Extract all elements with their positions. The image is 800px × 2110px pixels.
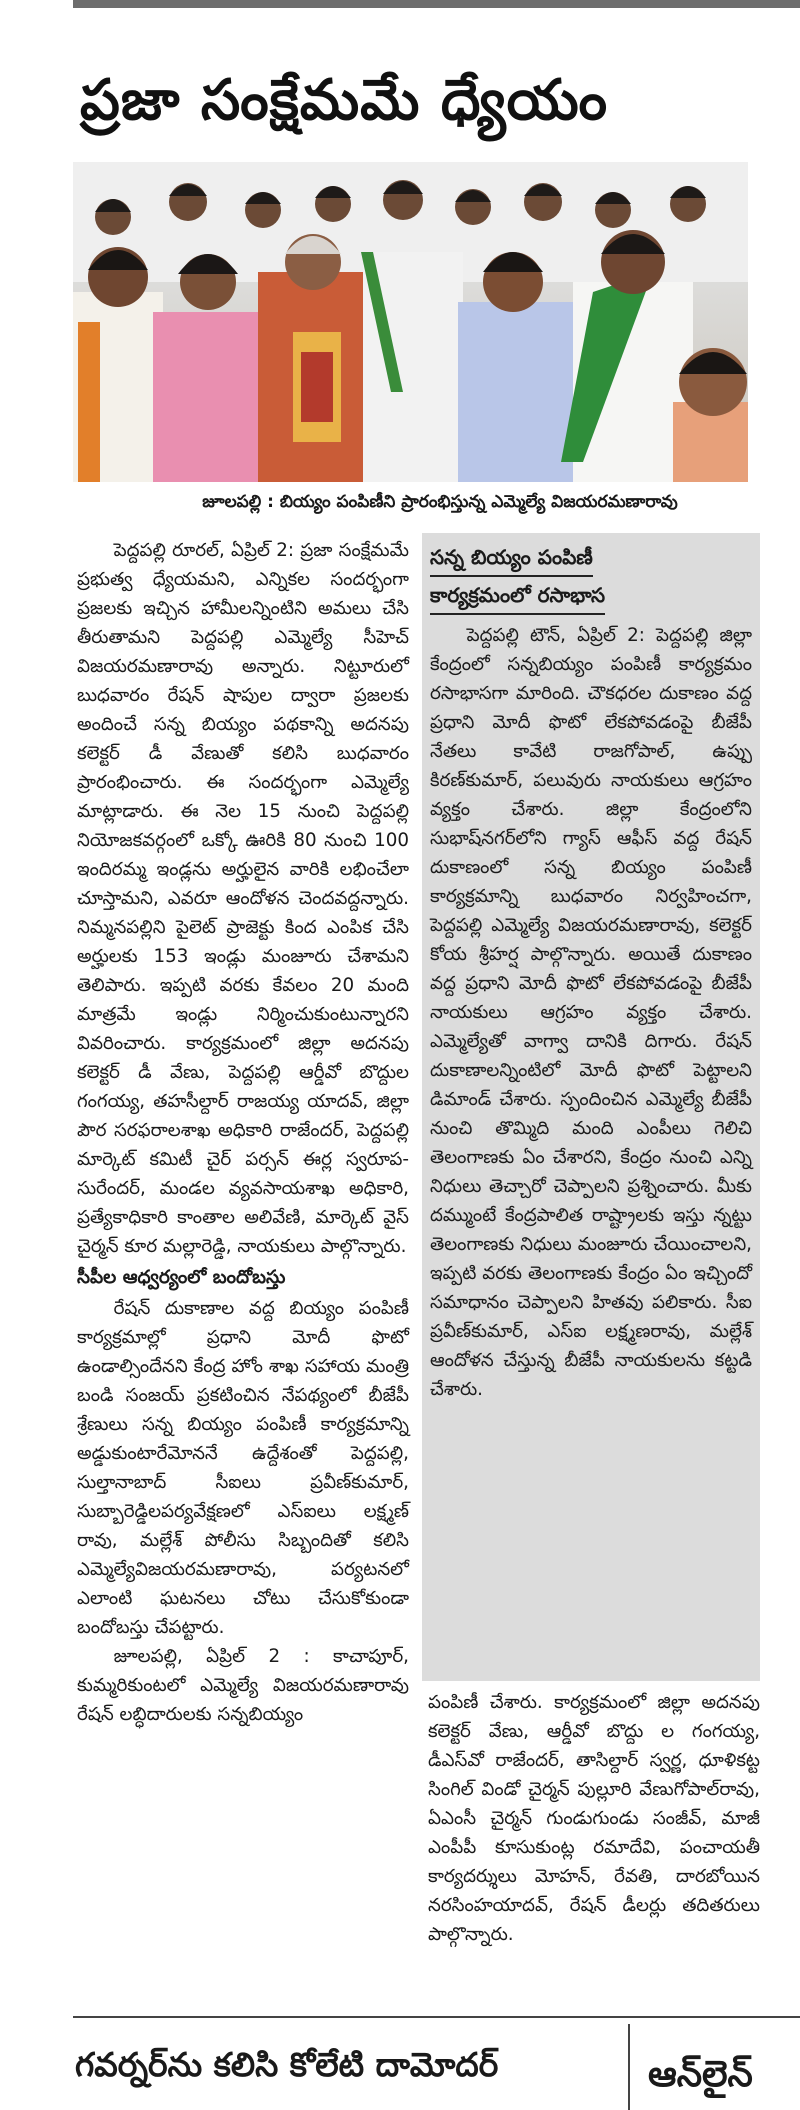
left-subheading: సీపీల ఆధ్వర్యంలో బందోబస్తు — [77, 1267, 286, 1288]
left-paragraph-2: రేషన్ దుకాణాల వద్ద బియ్యం పంపిణీ కార్యక్రమాల్లో ప్రధాని మోదీ ఫొటో ఉండాల్సిందేనని కేంద్ర హోం శాఖ సహాయ మంత్రి బండి సంజయ్ ప్రకటించిన నేపథ్యంలో బీజేపీ శ్రేణులు సన్న బియ్యం పంపిణీ కార్యక్రమాన్ని అడ్డుకుంటారేమోననే ఉద్దేశంతో పెద్దపల్లి, సుల్తానాబాద్ సీఐలు ప్రవీణ్‌కుమార్, సుబ్బారెడ్డిలపర్యవేక్షణలో ఎస్ఐలు లక్ష్మణ్ రావు, మల్లేశ్ పోలీసు సిబ్బందితో కలిసి ఎమ్మెల్యేవిజయరమణారావు, పర్యటనలో ఎలాంటి ఘటనలు చోటు చేసుకోకుండా బందోబస్తు చేపట్టారు. — [77, 1298, 409, 1638]
box-title-line-1: సన్న బియ్యం పంపిణీ — [430, 539, 593, 577]
bottom-headline: గవర్నర్‌ను కలిసి కోలేటి దామోదర్ — [75, 2045, 499, 2084]
top-rule — [73, 0, 800, 8]
bottom-rule — [73, 2016, 800, 2018]
photo-caption: జూలపల్లి : బియ్యం పంపిణీని ప్రారంభిస్తున్న ఎమ్మెల్యే విజయరమణారావు — [202, 492, 678, 512]
box-title — [430, 539, 752, 615]
box-title-line-2: కార్యక్రమంలో రసాభాస — [430, 577, 605, 615]
left-paragraph-1: పెద్దపల్లి రూరల్, ఏప్రిల్ 2: ప్రజా సంక్షేమమే ప్రభుత్వ ధ్యేయమని, ఎన్నికల సందర్భంగా ప్రజలకు ఇచ్చిన హామీలన్నింటిని అమలు చేసి తీరుతామని పెద్దపల్లి ఎమ్మెల్యే సీహెచ్ విజయరమణారావు అన్నారు. నిట్టూరులో బుధవారం రేషన్ షాపుల ద్వారా ప్రజలకు అందించే సన్న బియ్యం పథకాన్ని అదనపు కలెక్టర్ డీ వేణుతో కలిసి బుధవారం ప్రారంభించారు. ఈ సందర్భంగా ఎమ్మెల్యే మాట్లాడారు. ఈ నెల 15 నుంచి పెద్దపల్లి నియోజకవర్గంలో ఒక్కో ఊరికి 80 నుంచి 100 ఇందిరమ్మ ఇండ్లను అర్హులైన వారికి లభించేలా చూస్తామని, ఎవరూ ఆందోళన చెందవద్దన్నారు. నిమ్మనపల్లిని పైలెట్ ప్రాజెక్టు కింద ఎంపిక చేసి అర్హులకు 153 ఇండ్లు మంజూరు చేశామని తెలిపారు. ఇప్పటి వరకు కేవలం 20 మంది మాత్రమే ఇండ్లు నిర్మించుకుంటున్నారని వివరించారు. కార్యక్రమంలో జిల్లా అదనపు కలెక్టర్ డీ వేణు, పెద్దపల్లి ఆర్డీవో బొద్దుల గంగయ్య, తహసీల్దార్ రాజయ్య యాదవ్, జిల్లా పౌర సరఫరాలశాఖ అధికారి రాజేందర్, పెద్దపల్లి మార్కెట్ కమిటీ చైర్ పర్సన్ ఈర్ల స్వరూప-సురేందర్, మండల వ్యవసాయశాఖ అధికారి, ప్రత్యేకాధికారి కాంతాల అలివేణి, మార్కెట్ వైస్ చైర్మన్ కూర మల్లారెడ్డి, నాయకులు పాల్గొన్నారు. — [77, 540, 409, 1257]
left-column — [77, 536, 409, 1729]
box-paragraph: పెద్దపల్లి టౌన్, ఏప్రిల్ 2: పెద్దపల్లి జిల్లా కేంద్రంలో సన్నబియ్యం పంపిణీ కార్యక్రమం రసాభాసగా మారింది. చౌకధరల దుకాణం వద్ద ప్రధాని మోదీ ఫొటో లేకపోవడంపై బీజేపీ నేతలు కావేటి రాజగోపాల్, ఉప్పు కిరణ్‌కుమార్, పలువురు నాయకులు ఆగ్రహం వ్యక్తం చేశారు. జిల్లా కేంద్రంలోని సుభాష్‌నగర్‌లోని గ్యాస్ ఆఫీస్ వద్ద రేషన్ దుకాణంలో సన్న బియ్యం పంపిణీ కార్యక్రమాన్ని బుధవారం నిర్వహించగా, పెద్దపల్లి ఎమ్మెల్యే విజయరమణారావు, కలెక్టర్ కోయ శ్రీహర్ష పాల్గొన్నారు. అయితే దుకాణం వద్ద ప్రధాని మోదీ ఫొటో లేకపోవడంపై బీజేపీ నాయకులు ఆగ్రహం వ్యక్తం చేశారు. ఎమ్మెల్యేతో వాగ్వా దానికి దిగారు. రేషన్ దుకాణాలన్నింటిలో మోదీ ఫొటో పెట్టాలని డిమాండ్ చేశారు. స్పందించిన ఎమ్మెల్యే బీజేపీ నుంచి తొమ్మిది మంది ఎంపీలు గెలిచి తెలంగాణకు ఏం చేశారని, కేంద్రం నుంచి ఎన్ని నిధులు తెచ్చారో చెప్పాలని ప్రశ్నించారు. మీకు దమ్ముంటే కేంద్రపాలిత రాష్ట్రాలకు ఇస్తు న్నట్టు తెలంగాణకు నిధులు మంజూరు చేయించాలని, ఇప్పటి వరకు తెలంగాణకు కేంద్రం ఏం ఇచ్చిందో సమాధానం చెప్పాలని హితవు పలికారు. సీఐ ప్రవీణ్‌కుమార్, ఎస్ఐ లక్ష్మణరావు, మల్లేశ్ ఆందోళన చేస్తున్న బీజేపీ నాయకులను కట్టడి చేశారు. — [430, 625, 752, 1400]
right-continuation-text: పంపిణీ చేశారు. కార్యక్రమంలో జిల్లా అదనపు కలెక్టర్ వేణు, ఆర్డీవో బొద్దు ల గంగయ్య, డీఎస్‌వో రాజేందర్, తాసిల్దార్ స్వర్ణ, ధూళికట్ట సింగిల్ విండో చైర్మన్ పుల్లూరి వేణుగోపాల్‌రావు, ఏఎంసీ చైర్మన్ గుండుగుండు సంజీవ్, మాజీ ఎంపీపీ కూసుకుంట్ల రమాదేవి, పంచాయతీ కార్యదర్శులు మోహన్, రేవతి, దారబోయిన నరసింహయాదవ్, రేషన్ డీలర్లు తదితరులు పాల్గొన్నారు. — [428, 1692, 760, 1945]
bottom-separator — [628, 2024, 630, 2110]
right-column-continuation — [428, 1688, 760, 1949]
bottom-headline-right: ఆన్‌లైన్ — [648, 2054, 753, 2095]
sidebar-news-box — [422, 533, 760, 1681]
headline: ప్రజా సంక్షేమమే ధ్యేయం — [80, 68, 609, 133]
news-photo — [73, 162, 748, 482]
left-paragraph-3: జూలపల్లి, ఏప్రిల్ 2 : కాచాపూర్, కుమ్మరికుంటలో ఎమ్మెల్యే విజయరమణారావు రేషన్ లబ్ధిదారులకు సన్నబియ్యం — [77, 1646, 409, 1725]
